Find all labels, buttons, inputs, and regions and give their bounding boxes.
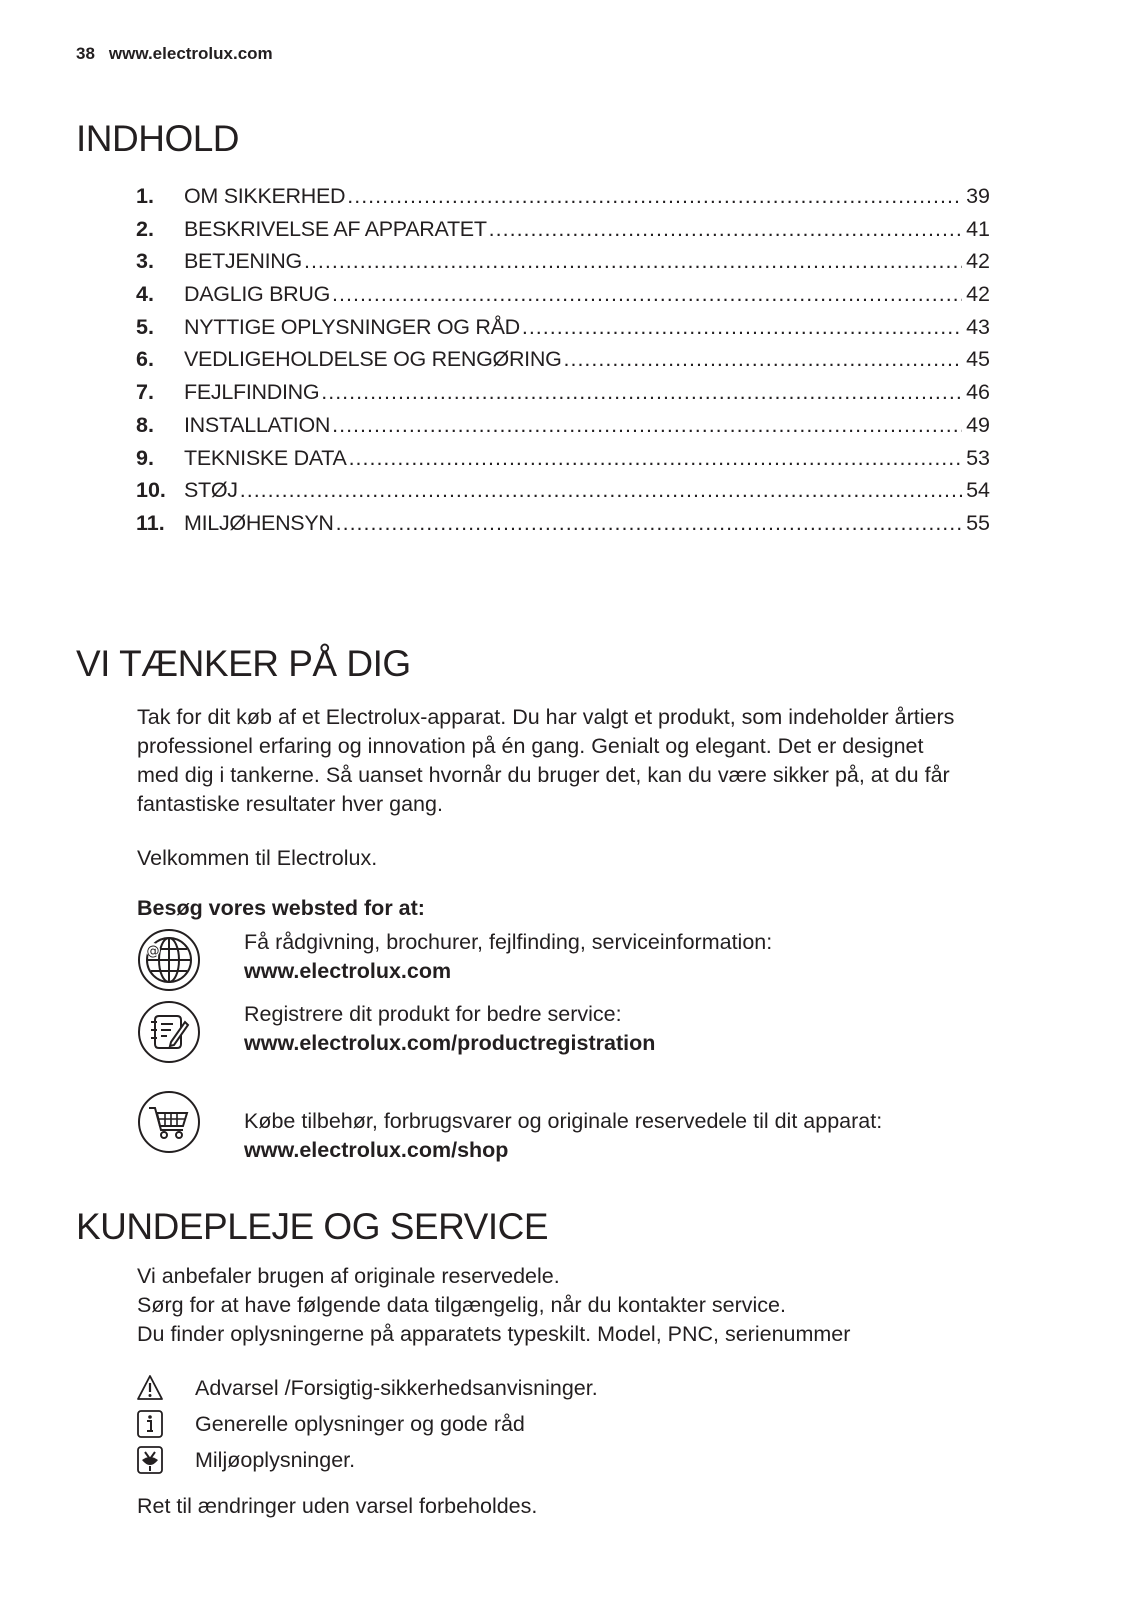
toc-number: 4. [136,282,154,307]
toc-number: 3. [136,249,154,274]
legend-text: Advarsel /Forsigtig-sikkerhedsanvisninger. [195,1376,598,1400]
service-line: Du finder oplysningerne på apparatets typeskilt. Model, PNC, serienummer [137,1322,851,1346]
toc-leader [489,213,962,246]
service-heading: KUNDEPLEJE OG SERVICE [76,1206,549,1247]
page-number: 38 [76,44,95,63]
intro-paragraph [137,703,954,819]
link-row-shop [137,1090,1037,1160]
legend-item-info [137,1410,837,1444]
toc-title: BESKRIVELSE AF APPARATET [184,216,487,241]
link-row-registration [137,1000,1037,1070]
toc-title: INSTALLATION [184,412,331,437]
legend-text: Miljøoplysninger. [195,1448,356,1472]
toc-number: 1. [136,184,154,208]
toc-page: 54 [966,478,990,503]
toc-page: 53 [966,445,990,470]
toc-item[interactable] [136,343,990,376]
toc-title: OM SIKKERHED [184,184,346,208]
legend-item-environment [137,1446,837,1480]
toc-leader [321,376,962,409]
shopping-cart-icon [137,1090,201,1154]
register-icon [137,1000,201,1064]
toc-item[interactable] [136,376,990,409]
environment-icon [137,1446,163,1474]
welcome-text: Velkommen til Electrolux. [137,846,378,870]
service-paragraph [137,1262,850,1349]
toc-page: 42 [966,282,990,307]
toc-leader [304,245,962,278]
toc-title: TEKNISKE DATA [184,445,347,470]
toc-page: 45 [966,347,990,372]
link-text-block [244,1000,655,1058]
toc-heading: INDHOLD [76,118,240,159]
toc-number: 8. [136,412,154,437]
header-site[interactable]: www.electrolux.com [108,44,273,63]
link-description: Få rådgivning, brochurer, fejlfinding, serviceinformation: [244,930,773,954]
warning-icon [137,1374,163,1402]
toc-page: 43 [966,314,990,339]
toc-item[interactable] [136,409,990,442]
toc-item[interactable] [136,474,990,507]
legend-item-warning [137,1374,837,1408]
toc-number: 10. [136,478,166,503]
toc-page: 41 [966,216,990,241]
toc-title: STØJ [184,478,238,503]
toc-leader [347,180,962,213]
toc-item[interactable] [136,311,990,344]
toc-number: 2. [136,216,154,241]
toc-leader [564,343,963,376]
table-of-contents [136,180,990,540]
link-text-block [244,928,772,986]
toc-item[interactable] [136,213,990,246]
intro-line: Tak for dit køb af et Electrolux-apparat. Du har valgt et produkt, som indeholder årtiers [137,705,955,729]
toc-number: 7. [136,380,154,405]
toc-number: 5. [136,314,154,339]
visit-heading: Besøg vores websted for at: [137,896,425,920]
toc-title: VEDLIGEHOLDELSE OG RENGØRING [184,347,562,372]
toc-page: 46 [966,380,990,405]
toc-number: 11. [136,510,165,535]
link-text-block [244,1107,882,1165]
product-registration-link[interactable]: www.electrolux.com/productregistration [244,1031,656,1055]
page-header [76,44,273,64]
toc-item[interactable] [136,180,990,213]
toc-item[interactable] [136,245,990,278]
info-icon [137,1410,163,1438]
toc-leader [240,474,962,507]
toc-page: 42 [966,249,990,274]
toc-title: NYTTIGE OPLYSNINGER OG RÅD [184,314,520,339]
toc-title: DAGLIG BRUG [184,282,331,307]
toc-page: 49 [966,412,990,437]
toc-leader [332,278,962,311]
toc-title: MILJØHENSYN [184,510,334,535]
footer-note: Ret til ændringer uden varsel forbeholdes. [137,1494,538,1518]
intro-line: med dig i tankerne. Så uanset hvornår du bruger det, kan du være sikker på, at du får [137,763,950,787]
toc-title: FEJLFINDING [184,380,320,405]
website-link[interactable]: www.electrolux.com [244,959,452,983]
intro-line: professionel erfaring og innovation på én gang. Genialt og elegant. Det er designet [137,734,924,758]
link-description: Købe tilbehør, forbrugsvarer og originale reservedele til dit apparat: [244,1109,883,1133]
service-line: Sørg for at have følgende data tilgængelig, når du kontakter service. [137,1293,786,1317]
shop-link[interactable]: www.electrolux.com/shop [244,1138,509,1162]
toc-page: 39 [966,184,990,208]
link-description: Registrere dit produkt for bedre service: [244,1002,622,1026]
svg-text:@: @ [146,944,160,959]
service-line: Vi anbefaler brugen af originale reservedele. [137,1264,560,1288]
toc-leader [332,409,962,442]
legend-text: Generelle oplysninger og gode råd [195,1412,525,1436]
toc-leader [522,311,962,344]
intro-heading: VI TÆNKER PÅ DIG [76,643,411,684]
toc-page: 55 [966,510,990,535]
toc-item[interactable] [136,442,990,475]
toc-number: 9. [136,445,154,470]
toc-number: 6. [136,347,154,372]
toc-leader [349,442,963,475]
toc-item[interactable] [136,507,990,540]
globe-icon [137,928,201,992]
intro-line: fantastiske resultater hver gang. [137,792,443,816]
link-row-website [137,928,1037,998]
toc-title: BETJENING [184,249,302,274]
toc-leader [336,507,962,540]
toc-item[interactable] [136,278,990,311]
